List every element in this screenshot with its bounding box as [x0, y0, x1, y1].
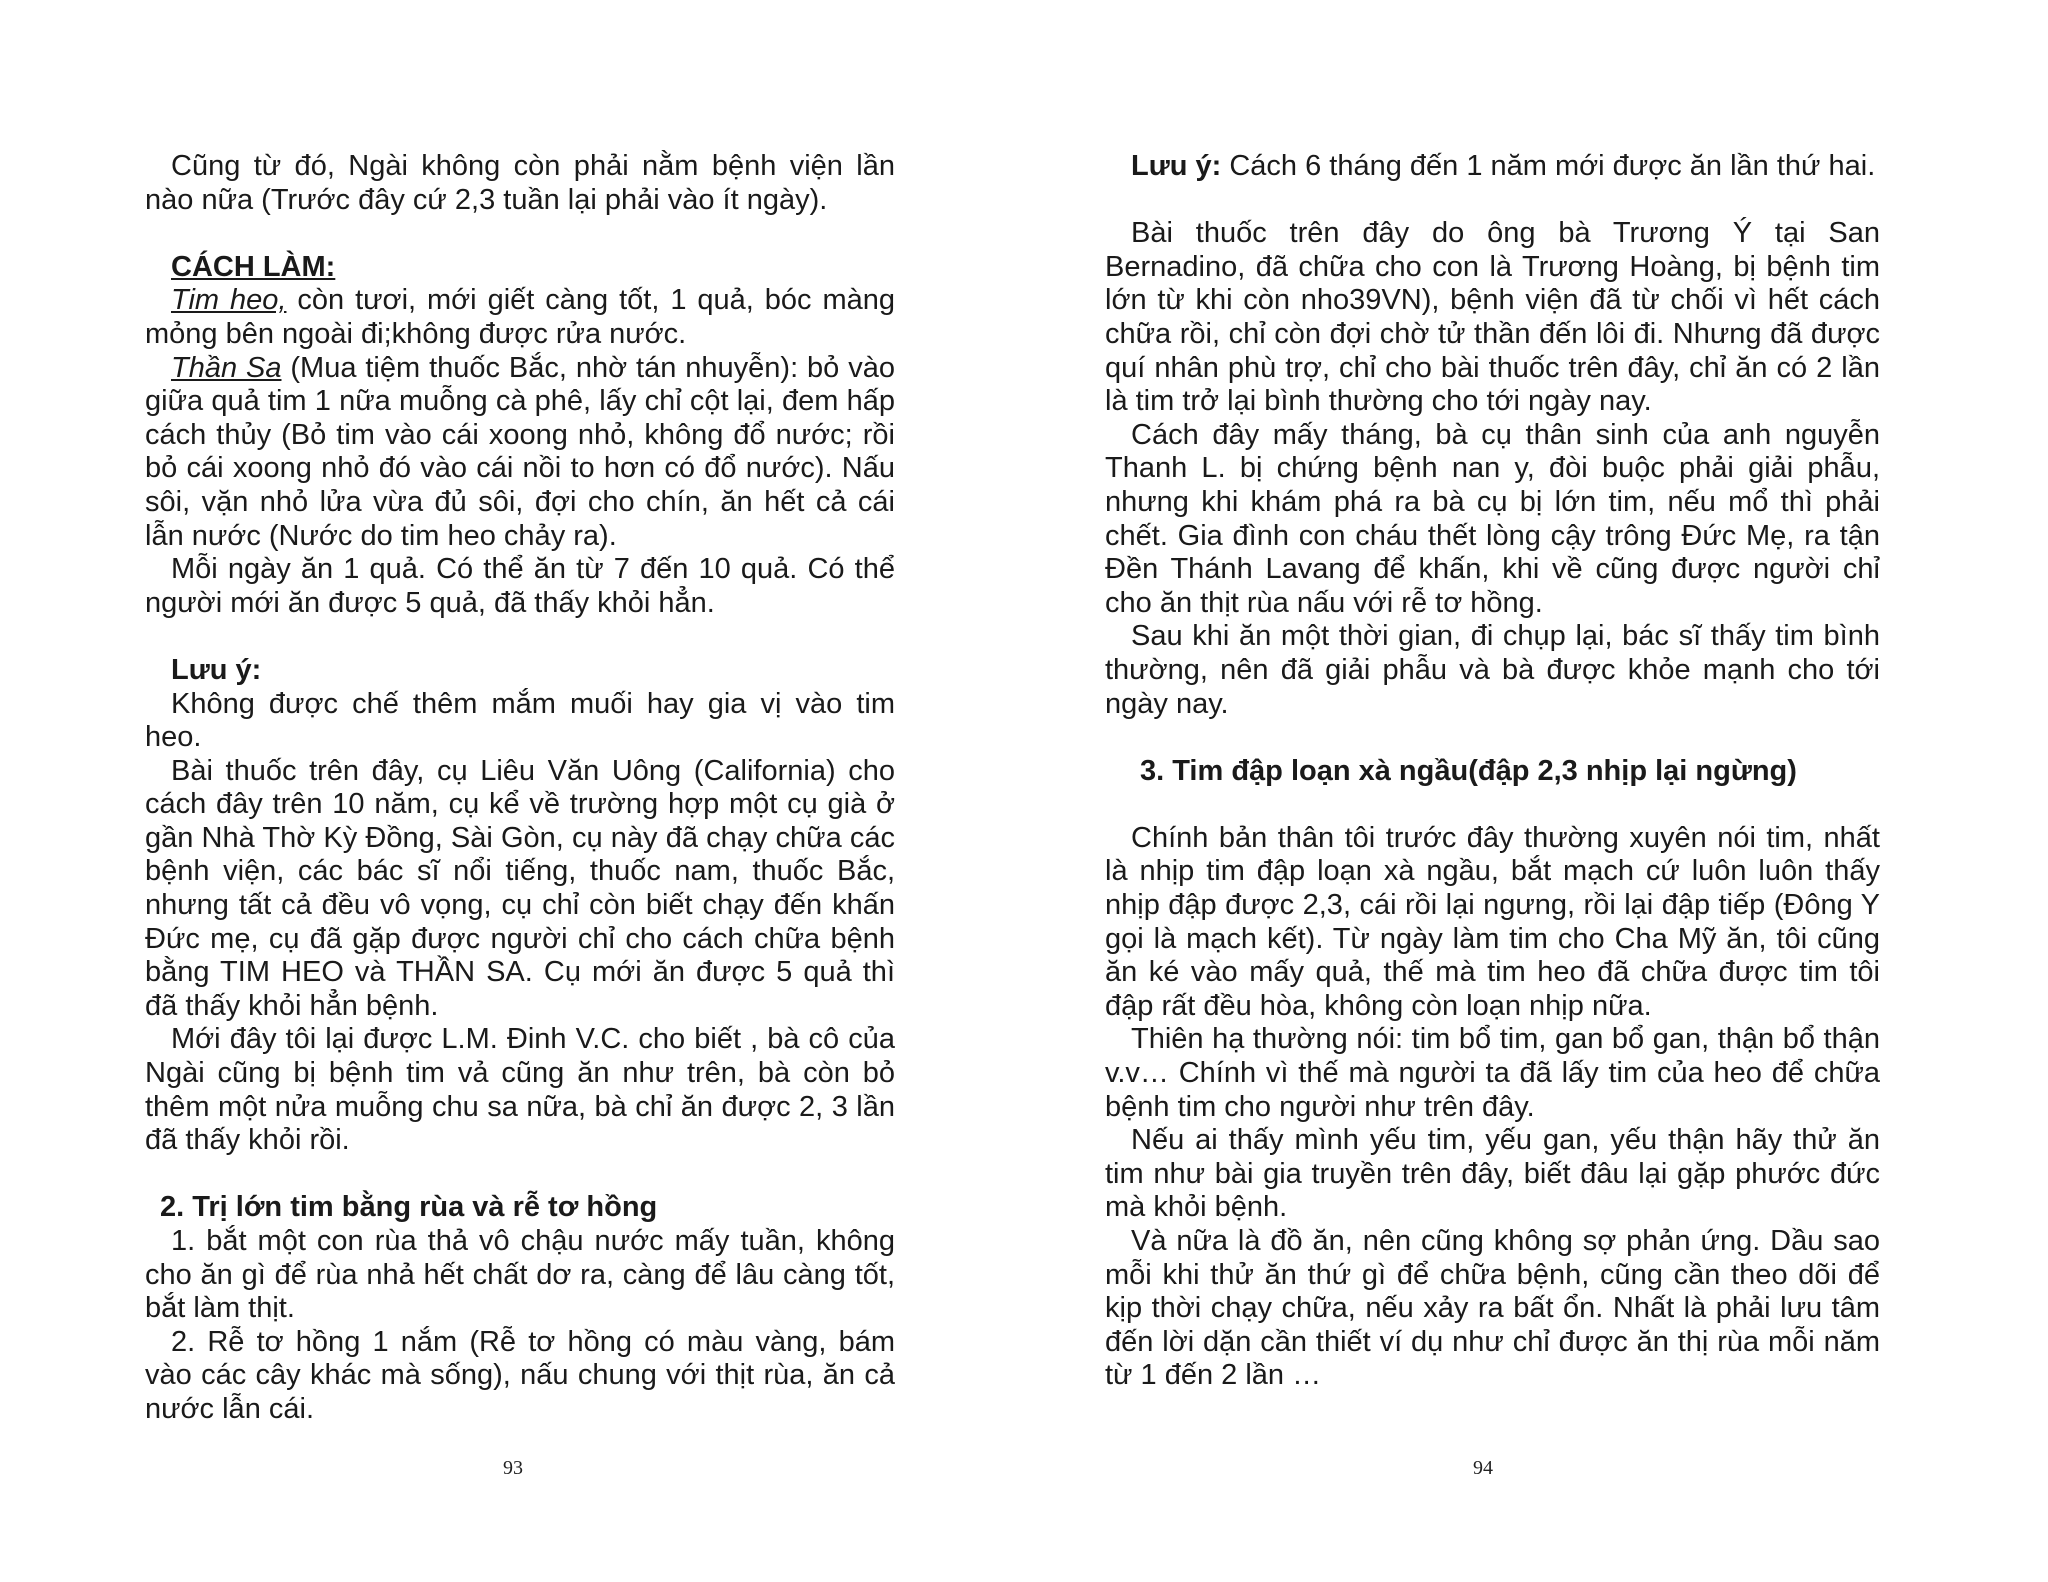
page-number-left: 93: [503, 1457, 523, 1479]
story-paragraph-2: Mới đây tôi lại được L.M. Đinh V.C. cho biết , bà cô của Ngài cũng bị bệnh tim vả cũng ăn như trên, bà còn bỏ thêm một nửa muỗng chu sa nữa, bà chỉ ăn được 2, 3 lần đã thấy khỏi rồi.: [145, 1023, 895, 1157]
right-paragraph-3: Sau khi ăn một thời gian, đi chụp lại, bác sĩ thấy tim bình thường, nên đã giải phẫu và bà được khỏe mạnh cho tới ngày nay.: [1105, 620, 1880, 720]
spacer: [1105, 788, 1880, 822]
spacer: [145, 1158, 895, 1192]
story-paragraph-1: Bài thuốc trên đây, cụ Liêu Văn Uông (California) cho cách đây trên 10 năm, cụ kể về trường hợp một cụ già ở gần Nhà Thờ Kỳ Đồng, Sài Gòn, cụ này đã chạy chữa các bệnh viện, các bác sĩ nổi tiếng, thuốc nam, thuốc Bắc, nhưng tất cả đều vô vọng, cụ chỉ còn biết chạy đến khấn Đức mẹ, cụ đã gặp được người chỉ cho cách chữa bệnh bằng TIM HEO và THẦN SA. Cụ mới ăn được 5 quả thì đã thấy khỏi hẳn bệnh.: [145, 754, 895, 1022]
than-sa-text: (Mua tiệm thuốc Bắc, nhờ tán nhuyễn): bỏ vào giữa quả tim 1 nữa muỗng cà phê, lấy chỉ cột lại, đem hấp cách thủy (Bỏ tim vào cái xoong nhỏ, không đổ nước; rồi bỏ cái xoong nhỏ đó vào cái nồi to hơn có đổ nước). Nấu sôi, vặn nhỏ lửa vừa đủ sôi, đợi cho chín, ăn hết cả cái lẫn nước (Nước do tim heo chảy ra).: [145, 351, 895, 552]
intro-paragraph: Cũng từ đó, Ngài không còn phải nằm bệnh viện lần nào nữa (Trước đây cứ 2,3 tuần lại phải vào ít ngày).: [145, 150, 895, 216]
step-1: 1. bắt một con rùa thả vô chậu nước mấy tuần, không cho ăn gì để rùa nhả hết chất dơ ra, càng để lâu càng tốt, bắt làm thịt.: [145, 1225, 895, 1325]
tim-heo-paragraph: [145, 284, 895, 351]
note-paragraph: Không được chế thêm mắm muối hay gia vị vào tim heo.: [145, 687, 895, 754]
method-heading: CÁCH LÀM:: [171, 250, 336, 283]
right-paragraph-7: Và nữa là đồ ăn, nên cũng không sợ phản ứng. Dầu sao mỗi khi thử ăn thứ gì để chữa bệnh, cũng cần theo dõi để kịp thời chạy chữa, nếu xảy ra bất ổn. Nhất là phải lưu tâm đến lời dặn cần thiết ví dụ như chỉ được ăn thị rùa mỗi năm từ 1 đến 2 lần …: [1105, 1225, 1880, 1392]
left-page: [145, 150, 895, 1427]
tim-heo-term: Tim heo,: [171, 284, 287, 317]
section-3-title: 3. Tim đập loạn xà ngầu(đập 2,3 nhịp lại ngừng): [1140, 754, 1797, 787]
note-paragraph-right: [1105, 150, 1880, 184]
spacer: [1105, 184, 1880, 218]
step-2: 2. Rễ tơ hồng 1 nắm (Rễ tơ hồng có màu vàng, bám vào các cây khác mà sống), nấu chung với thịt rùa, ăn cả nước lẫn cái.: [145, 1325, 895, 1425]
right-paragraph-5: Thiên hạ thường nói: tim bổ tim, gan bổ gan, thận bổ thận v.v… Chính vì thế mà người ta đã lấy tim của heo để chữa bệnh tim cho người như trên đây.: [1105, 1023, 1880, 1123]
page-number-right: 94: [1473, 1457, 1493, 1479]
than-sa-paragraph: [145, 352, 895, 554]
note-text-right: Cách 6 tháng đến 1 năm mới được ăn lần thứ hai.: [1221, 150, 1876, 182]
right-paragraph-2: Cách đây mấy tháng, bà cụ thân sinh của anh nguyễn Thanh L. bị chứng bệnh nan y, đòi buộc phải giải phẫu, nhưng khi khám phá ra bà cụ bị lớn tim, nếu mổ thì phải chết. Gia đình con cháu thết lòng cậy trông Đức Mẹ, ra tận Đền Thánh Lavang để khấn, khi về cũng được người chỉ cho ăn thịt rùa nấu với rễ tơ hồng.: [1105, 418, 1880, 619]
right-paragraph-4: Chính bản thân tôi trước đây thường xuyên nói tim, nhất là nhịp tim đập loạn xà ngầu, bắt mạch cứ luôn luôn thấy nhịp đập được 2,3, cái rồi lại ngưng, rồi lại đập tiếp (Đông Y gọi là mạch kết). Từ ngày làm tim cho Cha Mỹ ăn, tôi cũng ăn ké vào mấy quả, thế mà tim heo đã chữa được tim tôi đập rất đều hòa, không còn loạn nhịp nữa.: [1105, 821, 1880, 1022]
note-label: Lưu ý:: [171, 653, 262, 686]
dosage-paragraph: Mỗi ngày ăn 1 quả. Có thể ăn từ 7 đến 10 quả. Có thể người mới ăn được 5 quả, đã thấy khỏi hẳn.: [145, 553, 895, 619]
section-2-title: 2. Trị lớn tim bằng rùa và rễ tơ hồng: [160, 1191, 658, 1224]
right-paragraph-1: Bài thuốc trên đây do ông bà Trương Ý tại San Bernadino, đã chữa cho con là Trương Hoàng, bị bệnh tim lớn từ khi còn nho39VN), bệnh viện đã từ chối vì hết cách chữa rồi, chỉ còn đợi chờ tử thần đến lôi đi. Nhưng đã được quí nhân phù trợ, chỉ cho bài thuốc trên đây, chỉ ăn có 2 lần là tim trở lại bình thường cho tới ngày nay.: [1105, 217, 1880, 418]
note-label-right: Lưu ý:: [1131, 150, 1222, 182]
than-sa-term: Thần Sa: [171, 351, 282, 384]
right-paragraph-6: Nếu ai thấy mình yếu tim, yếu gan, yếu thận hãy thử ăn tim như bài gia truyền trên đây, biết đâu lại gặp phước đức mà khỏi bệnh.: [1105, 1124, 1880, 1224]
spacer: [145, 217, 895, 251]
spacer: [1105, 721, 1880, 755]
tim-heo-text: còn tươi, mới giết càng tốt, 1 quả, bóc màng mỏng bên ngoài đi;không được rửa nước.: [145, 284, 896, 350]
right-page: [1105, 150, 1880, 1393]
spacer: [145, 620, 895, 654]
